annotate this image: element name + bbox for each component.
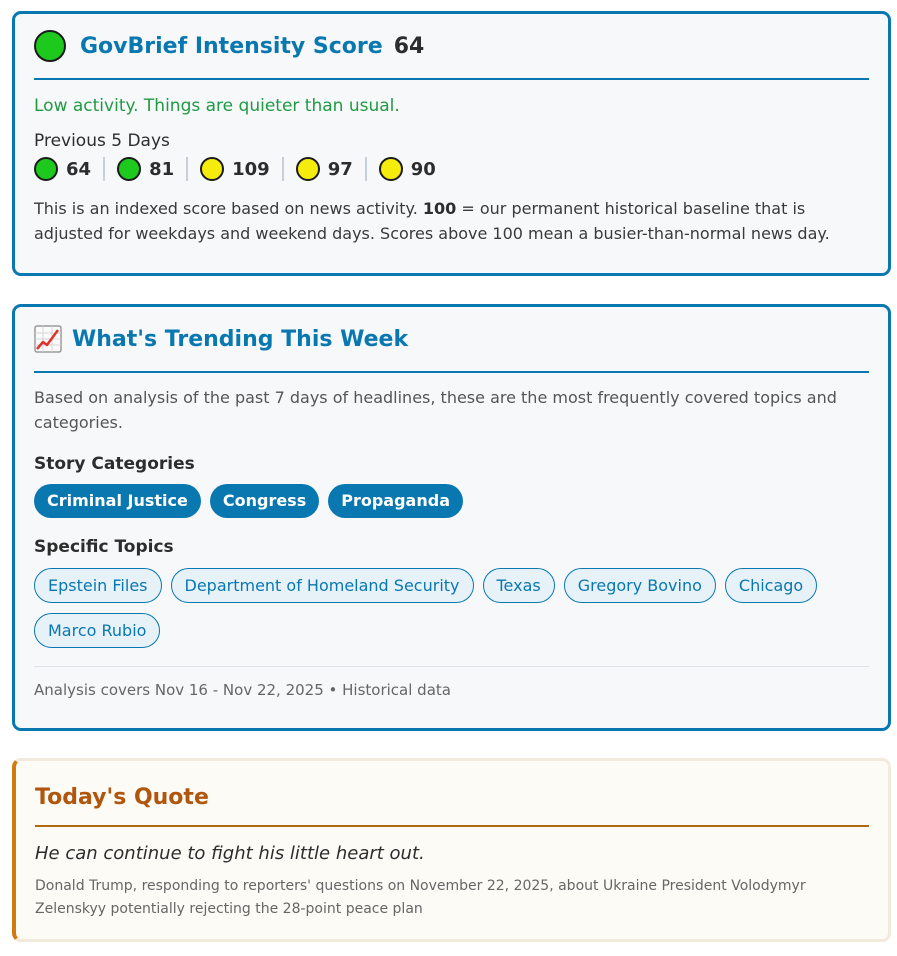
trending-card [12,304,891,731]
day-status-dot-icon [296,157,320,181]
specific-topics-list [34,568,864,658]
previous-day-item [200,157,270,181]
specific-topics-label: Specific Topics [34,537,174,557]
day-score-value: 81 [149,158,175,180]
score-description-post: = our permanent historical baseline that is adjusted for weekdays and weekend days. Scores above 100 mean a busier-than-normal news day. [34,199,830,243]
topic-tag[interactable]: Texas [483,568,555,603]
score-status-dot-icon [34,30,66,62]
topic-tag[interactable]: Gregory Bovino [564,568,716,603]
score-description-baseline: 100 [422,199,457,218]
topic-tag[interactable]: Marco Rubio [34,613,160,648]
score-description [34,196,869,246]
topic-tag[interactable]: Epstein Files [34,568,162,603]
analysis-footer: Analysis covers Nov 16 - Nov 22, 2025 • Historical data [34,666,869,699]
day-separator [282,157,284,181]
score-title: GovBrief Intensity Score [80,33,383,59]
intensity-score-card [12,11,891,276]
trending-description: Based on analysis of the past 7 days of headlines, these are the most frequently covered topics and categories. [34,388,837,432]
quote-title: Today's Quote [35,761,869,827]
score-description-pre: This is an indexed score based on news activity. [34,199,423,218]
story-categories-label: Story Categories [34,454,195,474]
day-separator [365,157,367,181]
quote-text: He can continue to fight his little heart out. [35,843,425,864]
previous-day-item [296,157,353,181]
trending-header [34,307,869,373]
story-categories-list [34,484,869,518]
day-score-value: 64 [66,158,92,180]
score-header [34,14,869,80]
day-status-dot-icon [379,157,403,181]
day-score-value: 109 [232,158,270,180]
topic-tag[interactable]: Chicago [725,568,817,603]
chart-increasing-icon [34,325,62,353]
previous-days-label: Previous 5 Days [34,131,170,151]
day-score-value: 90 [410,158,436,180]
day-separator [186,157,188,181]
topic-tag[interactable]: Department of Homeland Security [171,568,474,603]
previous-day-item [117,157,174,181]
category-tag[interactable]: Criminal Justice [34,484,201,518]
previous-days-list [34,156,869,182]
day-status-dot-icon [34,157,58,181]
day-separator [103,157,105,181]
day-score-value: 97 [327,158,353,180]
quote-card [12,758,891,942]
score-status-text: Low activity. Things are quieter than usual. [34,96,400,116]
quote-source: Donald Trump, responding to reporters' questions on November 22, 2025, about Ukraine President Volodymyr Zelenskyy potentially rejecting the 28-point peace plan [35,878,806,917]
trending-title: What's Trending This Week [72,326,409,352]
day-status-dot-icon [117,157,141,181]
category-tag[interactable]: Propaganda [328,484,463,518]
previous-day-item [34,157,91,181]
score-value: 64 [393,33,425,59]
day-status-dot-icon [200,157,224,181]
previous-day-item [379,157,436,181]
category-tag[interactable]: Congress [210,484,319,518]
